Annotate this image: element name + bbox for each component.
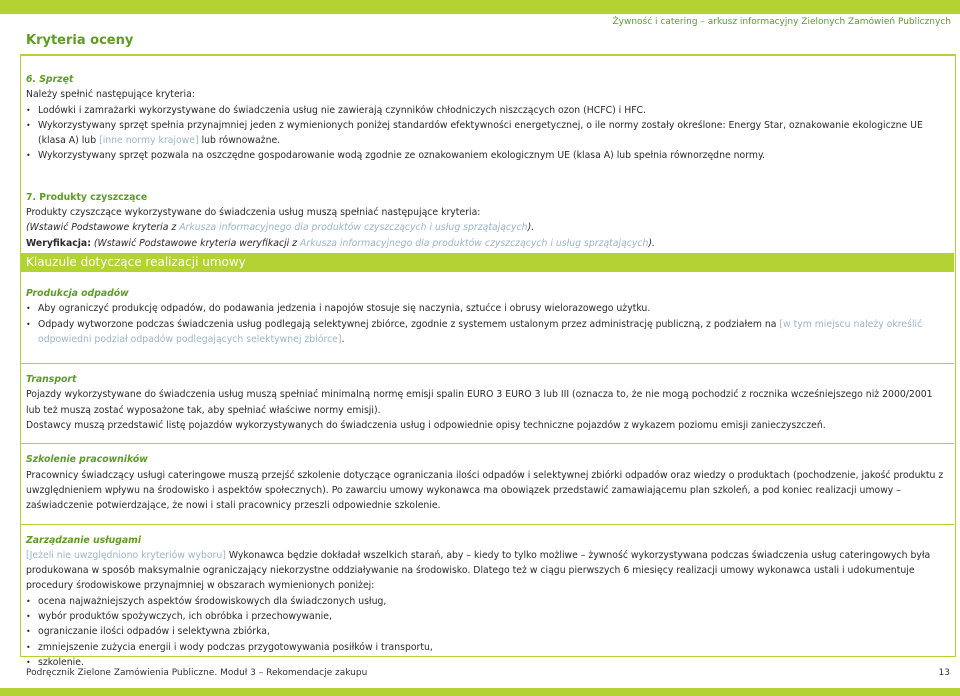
line-text: (Wstawić Podstawowe kryteria z — [26, 222, 180, 234]
management-list — [26, 594, 946, 670]
list-item: • Wykorzystywany sprzęt pozwala na oszczędne gospodarowanie wodą zgodnie ze oznakowaniem ekologicznym UE (klasa A) lub spełnia równorzędne normy. — [26, 148, 946, 163]
list-item: • Lodówki i zamrażarki wykorzystywane do świadczenia usług nie zawierają czynników chłodniczych niszczących ozon (HCFC) i HFC. — [26, 103, 946, 118]
list-item — [26, 317, 946, 348]
line-text: ). — [527, 222, 535, 234]
item-text: Odpady wytworzone podczas świadczenia usług podlegają selektywnej zbiórce, zgodnie z systemem ustalonym przez administrację publiczną, z podziałem na — [38, 318, 780, 330]
placeholder-text: [Jeżeli nie uwzględniono kryteriów wyboru] — [26, 549, 226, 561]
section-7-heading: 7. Produkty czyszczące — [26, 191, 148, 203]
placeholder-link: Arkusza informacyjnego dla produktów czyszczących i usług sprzątających — [300, 237, 649, 249]
separator — [20, 363, 954, 364]
section-7-verification-line — [26, 236, 946, 251]
list-item: • zmniejszenie zużycia energii i wody podczas przygotowywania posiłków i transportu, — [26, 640, 946, 655]
line-text: (Wstawić Podstawowe kryteria weryfikacji z — [90, 237, 301, 249]
page-number: 13 — [938, 668, 950, 678]
bottom-color-bar — [0, 688, 960, 696]
separator — [20, 524, 954, 525]
footer-text: Podręcznik Zielone Zamówienia Publiczne. Moduł 3 – Rekomendacje zakupu — [26, 668, 368, 678]
waste-list — [26, 301, 946, 347]
header-doc-title: Żywność i catering – arkusz informacyjny Zielonych Zamówień Publicznych — [612, 17, 951, 27]
item-text: . — [341, 333, 345, 345]
section-7-criteria-line — [26, 220, 946, 235]
section-6-heading: 6. Sprzęt — [26, 74, 74, 85]
item-text: lub równoważne. — [198, 135, 281, 147]
section-6-list — [26, 103, 946, 164]
list-item: • wybór produktów spożywczych, ich obróbka i przechowywanie, — [26, 609, 946, 624]
list-item: • ocena najważniejszych aspektów środowiskowych dla świadczonych usług, — [26, 594, 946, 609]
section-6-intro: Należy spełnić następujące kryteria: — [26, 89, 195, 101]
management-paragraph — [26, 548, 946, 594]
transport-paragraph: Pojazdy wykorzystywane do świadczenia usług muszą spełniać minimalną normę emisji spalin EURO 3 EURO 3 lub III (oznacza to, że nie mogą pochodzić z rocznika wcześniejszego niż 2000/2001 lub też muszą zostać wyposażone tak, aby spełniać właściwe normy emisji). — [26, 389, 933, 416]
document-body — [26, 72, 946, 670]
top-color-bar — [0, 0, 960, 14]
management-heading: Zarządzanie usługami — [26, 534, 142, 546]
waste-heading: Produkcja odpadów — [26, 287, 129, 299]
paragraph-text: Wykonawca będzie dokładał wszelkich starań, aby – kiedy to tylko możliwe – żywność wykorzystywana podczas świadczenia usług cateringowych była produkowana w sposób maksymalnie ograniczający niekorzystne oddziaływanie na środowisko. Dlatego też w ciągu pierwszych 6 miesięcy realizacji umowy wykonawca ustali i udokumentuje procedury środowiskowe przynajmniej w obszarach wymienionych poniżej: — [26, 549, 931, 592]
page-title: Kryteria oceny — [26, 33, 134, 48]
training-heading: Szkolenie pracowników — [26, 454, 148, 466]
line-text: ). — [648, 237, 655, 249]
item-text: Wykorzystywany sprzęt spełnia przynajmniej jeden z wymienionych poniżej standardów efektywności energetycznej, o ile normy zostały określone: Energy Star, oznakowanie ekologiczne UE (klasa A) lub — [38, 119, 923, 147]
list-item — [26, 118, 946, 149]
separator — [20, 443, 954, 444]
transport-paragraph: Dostawcy muszą przedstawić listę pojazdów wykorzystywanych do świadczenia usług i odpowiednie opisy techniczne pojazdów z wykazem poziomu emisji zanieczyszczeń. — [26, 420, 826, 432]
placeholder-text: [inne normy krajowe] — [99, 135, 199, 147]
training-paragraph: Pracownicy świadczący usługi cateringowe muszą przejść szkolenie dotyczące ograniczania ilości odpadów i selektywnej zbiórki odpadów oraz wiedzy o produktach (pochodzenie, jakość produktu z uwzględnieniem wpływu na środowisko i aspektów społecznych). Po zawarciu umowy wykonawca ma obowiązek przedstawić zamawiającemu plan szkoleń, a pod koniec realizacji umowy – zaświadczenie potwierdzające, że nowi i stali pracownicy przeszli odpowiednie szkolenie. — [26, 469, 944, 512]
placeholder-text: [w tym miejscu należy określić odpowiedni podział odpadów podlegających selektywnej zbiórce] — [38, 318, 923, 345]
list-item: • ograniczanie ilości odpadów i selektywna zbiórka, — [26, 624, 946, 639]
transport-heading: Transport — [26, 374, 77, 386]
section-7-intro: Produkty czyszczące wykorzystywane do świadczenia usług muszą spełniać następujące kryteria: — [26, 207, 481, 219]
section-band-heading: Klauzule dotyczące realizacji umowy — [20, 253, 954, 272]
list-item: • Aby ograniczyć produkcję odpadów, do podawania jedzenia i napojów stosuje się naczynia, sztućce i obrusy wielorazowego użytku. — [26, 301, 946, 316]
verification-label: Weryfikacja: — [26, 237, 91, 249]
placeholder-link: Arkusza informacyjnego dla produktów czyszczących i usług sprzątających — [179, 222, 528, 234]
list-item: • szkolenie. — [26, 655, 946, 670]
